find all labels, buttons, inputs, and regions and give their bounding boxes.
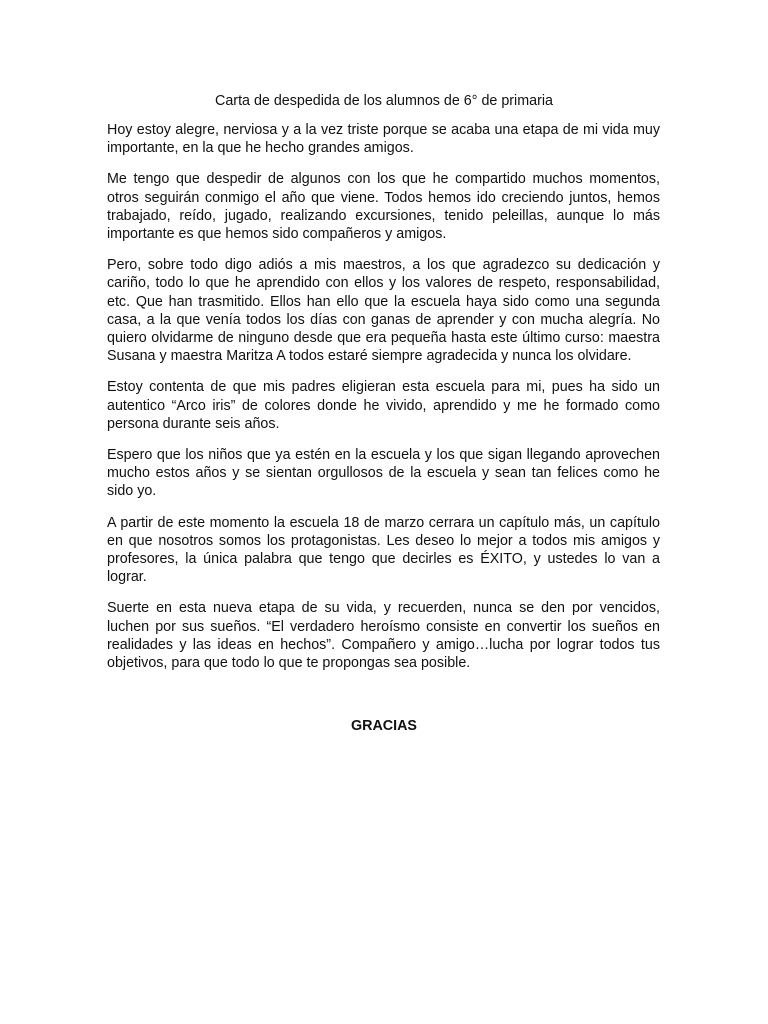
letter-body [107, 121, 660, 685]
paragraph-7: Suerte en esta nueva etapa de su vida, y recuerden, nunca se den por vencidos, luchen por sus sueños. “El verdadero heroísmo consiste en convertir los sueños en realidades y las ideas en hechos”. Compañero y amigo…lucha por lograr todos tus objetivos, para que todo lo que te propongas sea posible. [107, 600, 660, 672]
paragraph-5: Espero que los niños que ya estén en la escuela y los que sigan llegando aprovechen mucho estos años y se sientan orgullosos de la escuela y sean tan felices como he sido yo. [107, 447, 660, 500]
paragraph-6: A partir de este momento la escuela 18 de marzo cerrara un capítulo más, un capítulo en que nosotros somos los protagonistas. Les deseo lo mejor a todos mis amigos y profesores, la única palabra que tengo que decirles es ÉXITO, y ustedes lo van a lograr. [107, 514, 660, 586]
paragraph-4: Estoy contenta de que mis padres eligieran esta escuela para mi, pues ha sido un autentico “Arco iris” de colores donde he vivido, aprendido y me he formado como persona durante seis años. [107, 379, 660, 432]
paragraph-1: Hoy estoy alegre, nerviosa y a la vez triste porque se acaba una etapa de mi vida muy importante, en la que he hecho grandes amigos. [107, 122, 660, 157]
paragraph-3: Pero, sobre todo digo adiós a mis maestros, a los que agradezco su dedicación y cariño, todo lo que he aprendido con ellos y los valores de respeto, responsabilidad, etc. Que han trasmitido. Ellos han ello que la escuela haya sido como una segunda casa, a la que venía todos los días con ganas de aprender y con mucha alegría. No quiero olvidarme de ninguno desde que era pequeña hasta este último curso: maestra Susana y maestra Maritza A todos estaré siempre agradecida y nunca los olvidare. [107, 257, 660, 365]
paragraph-2: Me tengo que despedir de algunos con los que he compartido muchos momentos, otros seguirán conmigo el año que viene. Todos hemos ido creciendo juntos, hemos trabajado, reído, jugado, realizando excursiones, tenido peleillas, aunque lo más importante es que hemos sido compañeros y amigos. [107, 171, 660, 243]
closing-gracias: GRACIAS [351, 718, 417, 734]
document-title: Carta de despedida de los alumnos de 6° de primaria [215, 93, 553, 109]
